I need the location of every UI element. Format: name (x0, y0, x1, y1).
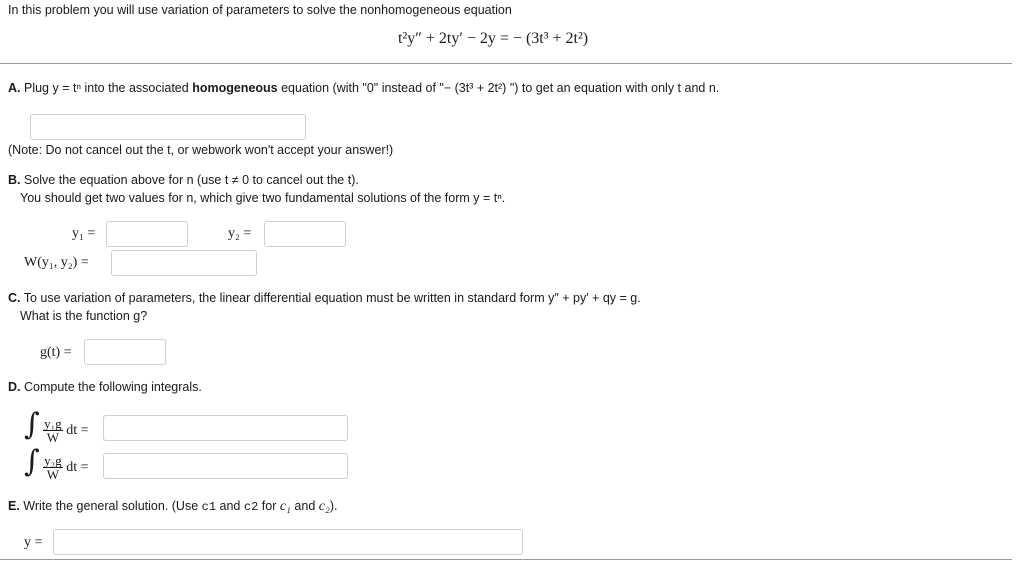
homogeneous-equation-input[interactable] (30, 114, 306, 140)
integral-2 (24, 444, 89, 483)
integral-sign-icon: ∫ (24, 444, 40, 479)
general-solution-label: y = (24, 535, 43, 550)
part-c-line2: What is the function g? (20, 309, 148, 323)
bottom-divider (0, 559, 1012, 560)
part-e-and1: and (219, 499, 241, 513)
part-e-text-mid: for (261, 499, 277, 513)
part-c-prompt (8, 291, 641, 305)
part-e-prompt (8, 499, 338, 515)
c2-math: c₂ (318, 499, 330, 514)
part-a-prompt (8, 81, 719, 95)
part-b-line2: You should get two values for n, which give two fundamental solutions of the form y = tⁿ. (20, 191, 506, 205)
integral-2-numerator: y₂g (44, 453, 62, 469)
wronskian-input[interactable] (111, 250, 257, 276)
part-d-prompt (8, 380, 202, 394)
part-b-prompt (8, 173, 359, 187)
integral-2-input[interactable] (103, 453, 348, 479)
part-e-text-pre: Write the general solution. (Use (23, 499, 199, 513)
c1-math: c₁ (279, 499, 291, 514)
c2-code: c2 (243, 500, 259, 514)
problem-intro: In this problem you will use variation of parameters to solve the nonhomogeneous equation (8, 3, 512, 17)
general-solution-input[interactable] (53, 529, 523, 555)
integral-1-denominator: W (46, 430, 60, 446)
note-text: (Note: Do not cancel out the t, or webwork won't accept your answer!) (8, 143, 394, 157)
integral-sign-icon: ∫ (24, 407, 40, 442)
wronskian-label: W(y₁, y₂) = (24, 255, 89, 270)
integral-1 (24, 407, 89, 446)
integral-1-numerator: y₁g (44, 416, 62, 432)
g-input[interactable] (84, 339, 166, 365)
part-a-text-post: equation (with "0" instead of "− (3t³ + 2t²) ") to get an equation with only t and n. (281, 81, 720, 95)
part-d-label: D. (8, 380, 21, 394)
part-e-and2: and (294, 499, 316, 513)
part-c-label: C. (8, 291, 21, 305)
part-a-label: A. (8, 81, 21, 95)
part-a-bold: homogeneous (192, 81, 278, 95)
top-divider (0, 63, 1012, 64)
integral-2-denominator: W (46, 467, 60, 483)
integral-1-fraction (43, 417, 63, 444)
y2-input[interactable] (264, 221, 346, 247)
part-a-text-pre: Plug y = tⁿ into the associated (23, 81, 189, 95)
part-e-text-post: ). (329, 499, 338, 513)
integral-2-fraction (43, 454, 63, 481)
integral-1-dt: dt = (66, 423, 89, 438)
part-d-text: Compute the following integrals. (23, 380, 202, 394)
part-e-label: E. (8, 499, 20, 513)
c1-code: c1 (201, 500, 217, 514)
y2-label: y₂ = (228, 226, 252, 241)
part-c-line1: To use variation of parameters, the linear differential equation must be written in standard form y″ + py′ + qy = g. (23, 291, 641, 305)
integral-1-input[interactable] (103, 415, 348, 441)
integral-2-dt: dt = (66, 460, 89, 475)
y1-input[interactable] (106, 221, 188, 247)
y1-label: y₁ = (72, 226, 96, 241)
nonhomogeneous-equation: t²y″ + 2ty′ − 2y = − (3t³ + 2t²) (398, 30, 589, 47)
g-label: g(t) = (40, 345, 72, 360)
part-b-line1: Solve the equation above for n (use t ≠ 0 to cancel out the t). (23, 173, 359, 187)
part-b-label: B. (8, 173, 21, 187)
